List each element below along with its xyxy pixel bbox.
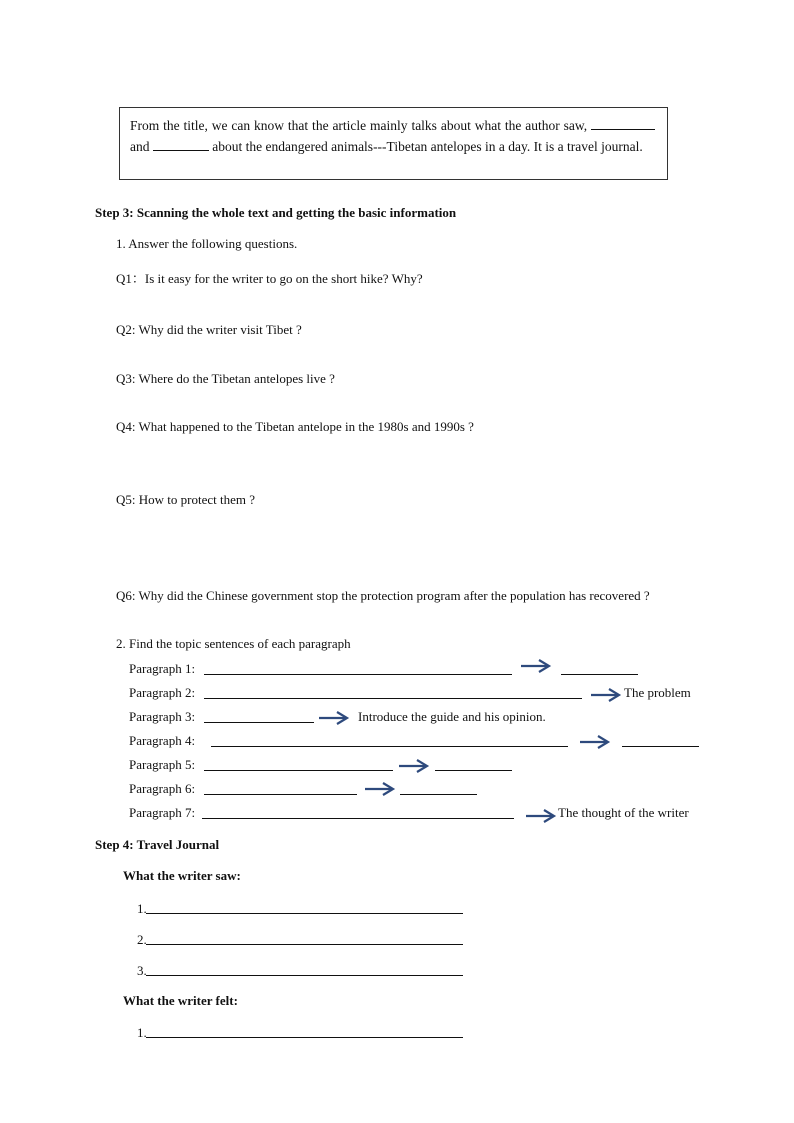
felt-item-1-label: 1. [137, 1025, 147, 1040]
intro-text-1: From the title, we can know that the article mainly talks about what the author saw, [130, 118, 588, 133]
paragraph-5-blank[interactable] [204, 770, 393, 771]
question-2: Q2: Why did the writer visit Tibet ? [116, 322, 302, 337]
arrow-right-icon [397, 758, 431, 774]
question-6: Q6: Why did the Chinese government stop the protection program after the population has recovered ? [116, 588, 650, 603]
question-5: Q5: How to protect them ? [116, 492, 255, 507]
paragraph-1-summary-blank[interactable] [561, 674, 638, 675]
paragraph-7-note: The thought of the writer [558, 805, 689, 820]
intro-box [119, 107, 668, 180]
arrow-right-icon [317, 710, 351, 726]
paragraph-2-blank[interactable] [204, 698, 582, 699]
saw-item-1-label: 1. [137, 901, 147, 916]
blank-2[interactable] [153, 138, 209, 151]
step3-heading: Step 3: Scanning the whole text and getting the basic information [95, 205, 457, 220]
paragraph-2-note: The problem [624, 685, 691, 700]
saw-item-2-blank[interactable] [146, 944, 463, 945]
paragraph-1-blank[interactable] [204, 674, 512, 675]
saw-item-1-blank[interactable] [146, 913, 463, 914]
intro-text-2: and [130, 139, 150, 154]
task2-label: 2. Find the topic sentences of each paragraph [116, 636, 351, 651]
arrow-right-icon [578, 734, 612, 750]
arrow-right-icon [589, 687, 623, 703]
felt-heading: What the writer felt: [123, 993, 238, 1008]
question-4: Q4: What happened to the Tibetan antelope in the 1980s and 1990s ? [116, 419, 474, 434]
paragraph-3-note: Introduce the guide and his opinion. [358, 709, 546, 724]
paragraph-5-label: Paragraph 5: [129, 757, 196, 772]
task1-label: 1. Answer the following questions. [116, 236, 298, 251]
arrow-right-icon [519, 658, 553, 674]
paragraph-3-blank[interactable] [204, 722, 314, 723]
saw-item-3-blank[interactable] [146, 975, 463, 976]
paragraph-6-summary-blank[interactable] [400, 794, 477, 795]
paragraph-6-blank[interactable] [204, 794, 357, 795]
saw-item-2-label: 2. [137, 932, 147, 947]
paragraph-3-label: Paragraph 3: [129, 709, 196, 724]
paragraph-4-summary-blank[interactable] [622, 746, 699, 747]
paragraph-7-label: Paragraph 7: [129, 805, 196, 820]
paragraph-2-label: Paragraph 2: [129, 685, 196, 700]
arrow-right-icon [524, 808, 558, 824]
paragraph-5-summary-blank[interactable] [435, 770, 512, 771]
saw-heading: What the writer saw: [123, 868, 241, 883]
arrow-right-icon [363, 781, 397, 797]
step4-heading: Step 4: Travel Journal [95, 837, 220, 852]
felt-item-1-blank[interactable] [146, 1037, 463, 1038]
blank-1[interactable] [591, 117, 655, 130]
saw-item-3-label: 3. [137, 963, 147, 978]
paragraph-1-label: Paragraph 1: [129, 661, 196, 676]
question-1: Q1：Is it easy for the writer to go on the short hike? Why? [116, 271, 423, 286]
paragraph-7-blank[interactable] [202, 818, 514, 819]
paragraph-4-blank[interactable] [211, 746, 568, 747]
paragraph-6-label: Paragraph 6: [129, 781, 196, 796]
paragraph-4-label: Paragraph 4: [129, 733, 196, 748]
intro-text-3: about the endangered animals---Tibetan antelopes in a day. It is a travel journal. [212, 139, 643, 154]
question-3: Q3: Where do the Tibetan antelopes live ? [116, 371, 335, 386]
